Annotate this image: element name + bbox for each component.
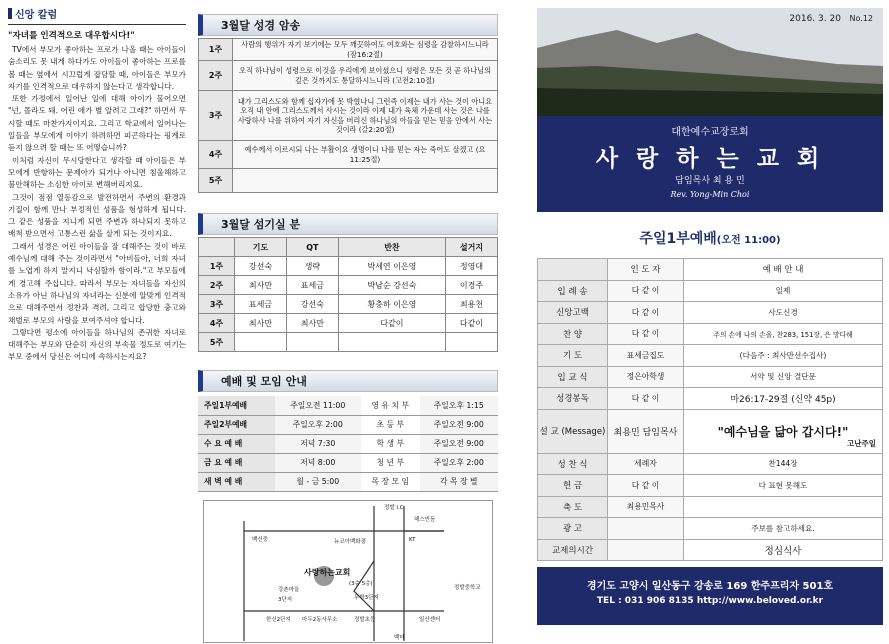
order-table xyxy=(537,258,883,561)
map-label: 뉴코아백화점 xyxy=(334,538,366,545)
column-headline: "자녀를 인격적으로 대우합시다!" xyxy=(8,31,135,41)
cover-column xyxy=(537,8,883,625)
table-row: 찬 양 다 같 이 주의 손에 나의 손을, 찬283, 151장, 은 망다해 xyxy=(538,323,883,345)
table-cell: 황충하 이은영 xyxy=(338,295,445,314)
group-name: 영 유 치 부 xyxy=(361,396,420,415)
map-label: 정발초등 xyxy=(354,616,376,623)
pastor-name: 담임목사 최 용 민 xyxy=(675,176,745,186)
map-label: 강촌마을 xyxy=(278,586,300,593)
map-label: 무방3단지 xyxy=(354,594,379,601)
mountain-photo xyxy=(537,8,883,116)
group-name: 목 장 모 임 xyxy=(361,472,420,491)
table-row xyxy=(199,333,498,352)
group-name: 청 년 부 xyxy=(361,453,420,472)
map-label: 백신중 xyxy=(252,536,268,543)
table-row xyxy=(199,295,498,314)
map-label: 헤스빈듬 xyxy=(414,516,436,523)
verse-cell xyxy=(233,169,498,193)
week-cell: 4주 xyxy=(199,314,235,333)
group-name: 초 등 부 xyxy=(361,415,420,434)
group-time: 주일오전 9:00 xyxy=(420,415,498,434)
header-cell xyxy=(199,238,235,257)
table-row: 입 례 송 다 같 이 일제 xyxy=(538,280,883,302)
table-row xyxy=(198,434,498,453)
column-paragraph: 또한 가정에서 일어난 일에 대해 아이가 물어오면 "넌, 몰라도 돼. 어린 애가 별 알려고 그래?" 하면서 무시할 때도 마찬가지이지요. 그리고 학교에서 일어나는 일들을 부모에게 이야기 하려하면 피곤하다는 핑계로 듣지 않으려 할 때는 또 어떻습니까? xyxy=(8,94,186,153)
table-cell: 박남순 강선숙 xyxy=(338,276,445,295)
table-row xyxy=(198,396,498,415)
map-label: 사랑하는교회 xyxy=(304,567,351,577)
service-name: 금 요 예 배 xyxy=(198,453,275,472)
group-time: 주일오후 1:15 xyxy=(420,396,498,415)
service-time: 주일오전 11:00 xyxy=(275,396,361,415)
map-label: 일산센터 xyxy=(419,616,441,623)
week-cell: 1주 xyxy=(199,39,233,61)
column-paragraph: 그래서 성경은 어린 아이들을 잘 대해주는 것이 바로 예수님께 대해 주는 것이라면서 "아비들아, 너희 자녀를 노엽게 하지 말지니 낙심할까 함이라."고 부모들에게 경고해 주십니다. 따라서 부모는 자녀들을 자신의 소유가 아닌 하나님의 자녀라는 신분에 알맞게 인격적으로 대해주면서 정찬과 격려, 그리고 합당한 충고와 채벌로 부모의 사랑을 보여주셔야 합니다. xyxy=(8,241,186,325)
table-cell: 다같이 xyxy=(446,314,498,333)
table-cell: 강선숙 xyxy=(286,295,338,314)
verse-cell: 오직 하나님이 성령으로 이것을 우리에게 보이셨으니 성령은 모든 것 곧 하나님의 깊은 것까지도 통달하시느니라 (고전2:10절) xyxy=(233,61,498,91)
week-cell: 3주 xyxy=(199,91,233,141)
cover-banner xyxy=(537,8,883,212)
table-row xyxy=(199,169,498,193)
table-row: 광 고 주보를 참고하세요. xyxy=(538,518,883,540)
table-row xyxy=(199,39,498,61)
duty-table xyxy=(198,237,498,352)
column-paragraph: 그렇다면 평소에 아이들을 하나님의 존귀한 자녀로 대해주는 부모와 단순히 자신의 부속물 정도로 여기는 부모 중에서 당신은 어디에 속하시는지요? xyxy=(8,327,186,362)
table-cell xyxy=(235,333,287,352)
verses-title: 3월달 성경 암송 xyxy=(198,14,498,36)
service-title: 주일1부예배(오전 11:00) xyxy=(639,231,781,247)
table-header-row xyxy=(199,238,498,257)
contact: TEL : 031 906 8135 http://www.beloved.or.kr xyxy=(596,596,824,606)
pastor-name-en: Rev. Yong-Min Choi xyxy=(670,190,750,199)
verse-cell: 사람의 행위가 자기 보기에는 모두 깨끗하여도 여호와는 심령을 감찰하시느니라 (잠16:2절) xyxy=(233,39,498,61)
map-label: (3층 5층) xyxy=(349,580,373,587)
column-paragraph: 그것이 점점 열등감으로 발전하면서 주변의 환경과 기질이 함께 만나 부정적인 성품을 형성하게 됩니다. 그 같은 성품을 지니게 되면 주변과 하나되지 못하고 배척 받으면서 고통스런 삶을 살게 되는 것이지요. xyxy=(8,192,186,239)
column-paragraph: TV에서 부모가 좋아하는 프로가 나올 때는 아이들이 숨소리도 못 내게 하다가도 아이들이 좋아하는 프로를 볼 때는 옆에서 시끄럽게 잡담할 때, 아이들은 부모가 자기를 인격적으로 대우하지 않는다고 생각합니다. xyxy=(8,45,186,91)
table-cell: 이경주 xyxy=(446,276,498,295)
header-cell: 반찬 xyxy=(338,238,445,257)
table-cell xyxy=(446,333,498,352)
table-cell: 최사만 xyxy=(235,276,287,295)
map-label: 정발 I.C xyxy=(384,504,404,511)
table-cell: 최사만 xyxy=(286,314,338,333)
week-cell: 2주 xyxy=(199,61,233,91)
title-bar-icon xyxy=(8,8,12,19)
week-cell: 5주 xyxy=(199,169,233,193)
address: 경기도 고양시 일산동구 강송로 169 한주프리자 501호 xyxy=(586,581,834,592)
header-cell: 기도 xyxy=(235,238,287,257)
table-row: 축 도 최용민목사 xyxy=(538,496,883,518)
week-cell: 5주 xyxy=(199,333,235,352)
week-cell: 2주 xyxy=(199,276,235,295)
table-row: 기 도 표세금집도 (다음주 : 최사만선수집사) xyxy=(538,345,883,367)
table-row xyxy=(199,257,498,276)
table-row xyxy=(198,415,498,434)
table-cell: 표세금 xyxy=(235,295,287,314)
service-time: 저녁 8:00 xyxy=(275,453,361,472)
divider xyxy=(8,24,186,25)
group-time: 각 목 장 별 xyxy=(420,472,498,491)
table-cell: 최용천 xyxy=(446,295,498,314)
map-label: 3단지 xyxy=(278,596,293,603)
service-time: 월 - 금 5:00 xyxy=(275,472,361,491)
worship-table xyxy=(198,396,498,492)
map-label: 백마 xyxy=(394,634,405,641)
map-label: KT xyxy=(409,536,416,543)
table-cell: 최사만 xyxy=(235,314,287,333)
middle-column xyxy=(198,14,498,643)
table-cell xyxy=(286,333,338,352)
verse-cell: 내가 그리스도와 함께 십자가에 못 박혔나니 그런즉 이제는 내가 사는 것이 아니요 오직 내 안에 그리스도께서 사시는 것이라 이제 내가 육체 가운데 사는 것은 나를 사랑하사 나를 위하여 자기 자신을 버리신 하나님의 아들을 믿는 믿음 안에서 사는 것이라 (갈2:20절) xyxy=(233,91,498,141)
table-cell: 박세연 이은영 xyxy=(338,257,445,276)
church-name: 사 랑 하 는 교 회 xyxy=(595,146,825,172)
column-title-text: 신앙 칼럼 xyxy=(15,10,58,21)
map-label: 정발중학교 xyxy=(454,584,481,591)
table-row: 설 교 (Message) 최용민 담임목사 "예수님을 닮아 갑시다!" 고난주일 xyxy=(538,409,883,453)
verses-table xyxy=(198,38,498,193)
table-row xyxy=(199,141,498,169)
table-cell: 생략 xyxy=(286,257,338,276)
service-name: 새 벽 예 배 xyxy=(198,472,275,491)
table-cell xyxy=(338,333,445,352)
column-title xyxy=(8,6,186,21)
table-header-row: 인 도 자 예 배 안 내 xyxy=(538,259,883,281)
table-row: 교제의시간 정심식사 xyxy=(538,539,883,561)
map-label: 마두2동사무소 xyxy=(302,616,338,623)
sermon-note: 고난주일 xyxy=(847,438,876,448)
service-name: 수 요 예 배 xyxy=(198,434,275,453)
table-row: 성 찬 식 세례자 찬144장 xyxy=(538,453,883,475)
week-cell: 1주 xyxy=(199,257,235,276)
sermon-title: "예수님을 닮아 갑시다!" xyxy=(717,424,849,439)
table-row: 신앙고백 다 같 이 사도신경 xyxy=(538,302,883,324)
table-row: 성경봉독 다 같 이 마26:17-29절 (신약 45p) xyxy=(538,388,883,410)
group-time: 주일오후 2:00 xyxy=(420,453,498,472)
service-time: 주일오후 2:00 xyxy=(275,415,361,434)
header-cell: QT xyxy=(286,238,338,257)
map-label: 한신2단지 xyxy=(266,616,291,623)
group-time: 주일오전 9:00 xyxy=(420,434,498,453)
duty-title: 3월달 섬기실 분 xyxy=(198,213,498,235)
verse-cell: 예수께서 이르시되 나는 부활이요 생명이니 나를 믿는 자는 죽어도 살겠고 (요11:25절) xyxy=(233,141,498,169)
table-row xyxy=(199,91,498,141)
worship-title: 예배 및 모임 안내 xyxy=(198,370,498,392)
table-cell: 정영대 xyxy=(446,257,498,276)
table-row: 입 교 식 정은아학생 서약 및 신앙 결단문 xyxy=(538,366,883,388)
table-row xyxy=(198,453,498,472)
table-cell: 강선숙 xyxy=(235,257,287,276)
location-map xyxy=(203,500,493,643)
denomination: 대한예수교장로회 xyxy=(671,127,749,138)
table-cell: 다같이 xyxy=(338,314,445,333)
header-cell: 설거지 xyxy=(446,238,498,257)
service-name: 주일1부예배 xyxy=(198,396,275,415)
week-cell: 4주 xyxy=(199,141,233,169)
table-row xyxy=(199,314,498,333)
column-body xyxy=(8,44,186,364)
issue-date: 2016. 3. 20 No.12 xyxy=(789,14,873,24)
column-paragraph: 이처럼 자신이 무시당한다고 생각할 때 아이들은 부모에게 반항하는 문제아가 되거나 아니면 침울해하고 불안해하는 소심한 아이로 변해버리지요. xyxy=(8,155,186,190)
service-name: 주일2부예배 xyxy=(198,415,275,434)
service-time: 저녁 7:30 xyxy=(275,434,361,453)
faith-column xyxy=(8,6,186,618)
table-row: 헌 금 다 같 이 다 표현 못해도 xyxy=(538,475,883,497)
group-name: 학 생 부 xyxy=(361,434,420,453)
table-row xyxy=(199,61,498,91)
table-row xyxy=(198,472,498,491)
table-cell: 표세금 xyxy=(286,276,338,295)
table-row xyxy=(199,276,498,295)
week-cell: 3주 xyxy=(199,295,235,314)
footer xyxy=(537,567,883,625)
